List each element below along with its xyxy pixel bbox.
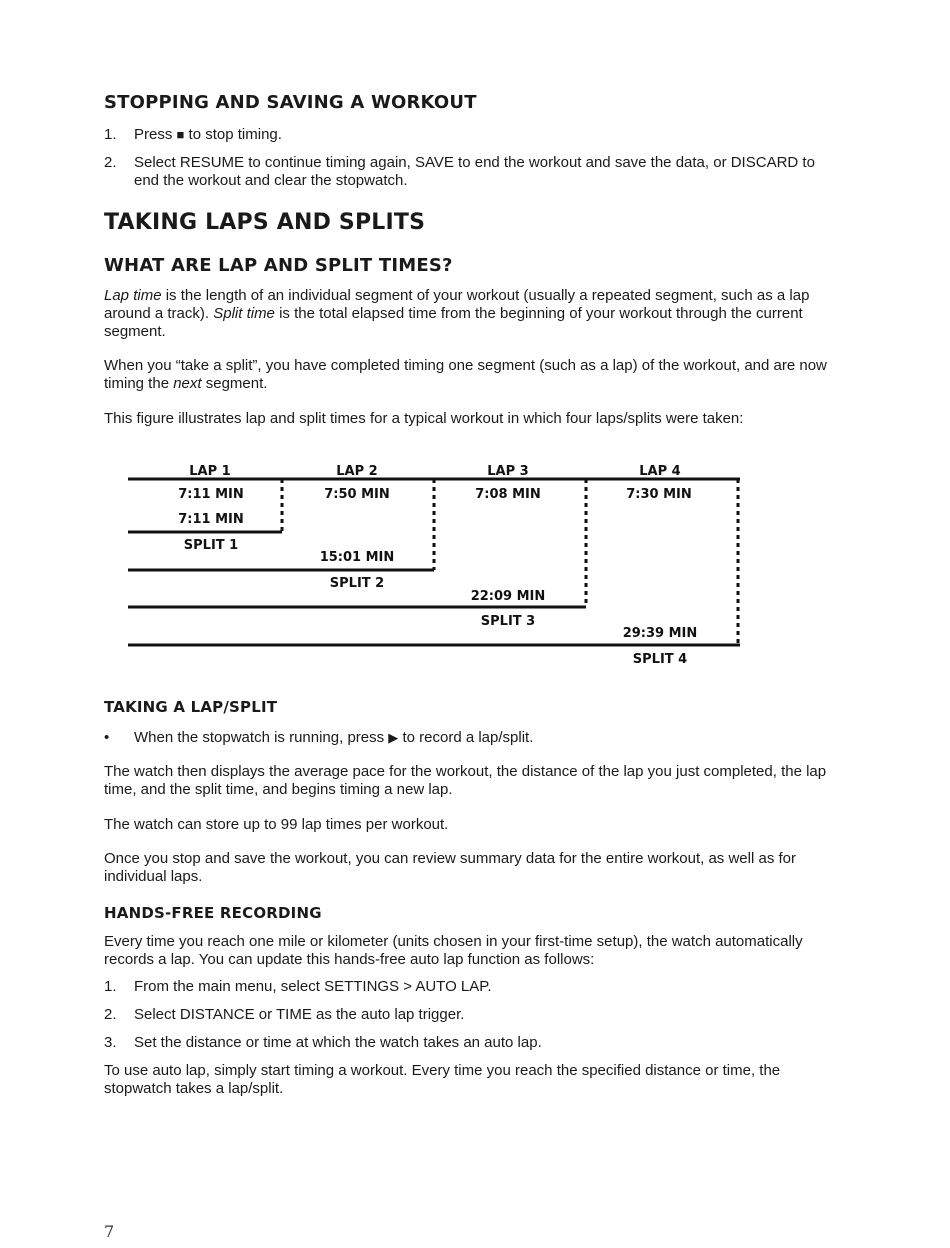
subheading-what-are-lap-split: WHAT ARE LAP AND SPLIT TIMES? <box>104 255 453 276</box>
lap-3-time: 7:08 MIN <box>475 487 541 502</box>
lap-1-label: LAP 1 <box>189 464 231 479</box>
page-number: 7 <box>104 1222 115 1241</box>
paragraph-take-split <box>104 357 844 393</box>
text-fragment: to record a lap/split. <box>398 729 534 746</box>
list-text: Select RESUME to continue timing again, SAVE to end the workout and save the data, or DISCARD to end the workout and clear the stopwatch. <box>134 154 815 189</box>
section-heading-hands-free: HANDS-FREE RECORDING <box>104 904 322 922</box>
split-3-label: SPLIT 3 <box>480 614 536 629</box>
section-heading-taking-lap-split: TAKING A LAP/SPLIT <box>104 698 278 716</box>
paragraph-auto-lap-intro: Every time you reach one mile or kilometer (units chosen in your first-time setup), the watch automatically records a lap. You can update this hands-free auto lap function as follows: <box>104 933 803 968</box>
text-fragment: Press <box>134 126 177 143</box>
lap-1-time: 7:11 MIN <box>178 487 244 502</box>
list-number: 1. <box>104 978 117 995</box>
list-text: Set the distance or time at which the watch takes an auto lap. <box>134 1034 542 1051</box>
text-fragment: Split time <box>213 305 275 322</box>
section-heading-stopping: STOPPING AND SAVING A WORKOUT <box>104 92 477 113</box>
paragraph-lap-split-definition <box>104 287 844 341</box>
lap-4-time: 7:30 MIN <box>626 487 692 502</box>
text-fragment: next <box>173 375 202 392</box>
split-1-label: SPLIT 1 <box>183 538 239 553</box>
text-fragment: is the total elapsed time from the beginning of your workout through the current segment. <box>104 305 803 340</box>
text-fragment: is the length of an individual segment of your workout (usually a repeated segment, such as a lap around a track). <box>104 287 810 322</box>
paragraph-store-laps: The watch can store up to 99 lap times per workout. <box>104 816 449 833</box>
paragraph-watch-displays: The watch then displays the average pace for the workout, the distance of the lap you just completed, the lap time, and the split time, and begins timing a new lap. <box>104 763 827 798</box>
lap-3-label: LAP 3 <box>487 464 529 479</box>
list-number: 2. <box>104 154 117 171</box>
split-2-label: SPLIT 2 <box>329 576 385 591</box>
lap-4-label: LAP 4 <box>639 464 681 479</box>
split-4-label: SPLIT 4 <box>632 652 688 667</box>
section-heading-taking-laps: TAKING LAPS AND SPLITS <box>104 210 426 235</box>
list-number: 2. <box>104 1006 117 1023</box>
list-text <box>134 126 834 144</box>
split-4-time: 29:39 MIN <box>622 626 698 641</box>
bullet-mark: • <box>104 729 110 746</box>
list-text: From the main menu, select SETTINGS > AUTO LAP. <box>134 978 492 995</box>
list-text: Select DISTANCE or TIME as the auto lap trigger. <box>134 1006 465 1023</box>
split-3-time: 22:09 MIN <box>470 589 546 604</box>
paragraph-review-summary: Once you stop and save the workout, you can review summary data for the entire workout, as well as for individual laps. <box>104 850 796 885</box>
paragraph-auto-lap-usage: To use auto lap, simply start timing a workout. Every time you reach the specified distance or time, the stopwatch takes a lap/split. <box>104 1062 781 1097</box>
text-fragment: When the stopwatch is running, press <box>134 729 389 746</box>
lap-2-label: LAP 2 <box>336 464 378 479</box>
lap-2-time: 7:50 MIN <box>324 487 390 502</box>
text-fragment: When you “take a split”, you have completed timing one segment (such as a lap) of the workout, and are now timing the <box>104 357 827 392</box>
play-triangle-icon: ▶ <box>388 730 399 745</box>
split-2-time: 15:01 MIN <box>319 550 395 565</box>
stop-square-icon: ■ <box>176 127 185 142</box>
list-number: 3. <box>104 1034 117 1051</box>
text-fragment: segment. <box>201 375 268 392</box>
text-fragment: to stop timing. <box>184 126 282 143</box>
text-fragment: Lap time <box>104 287 162 304</box>
split-1-time: 7:11 MIN <box>178 512 244 527</box>
paragraph-figure-intro: This figure illustrates lap and split times for a typical workout in which four laps/splits were taken: <box>104 410 744 427</box>
bullet-text <box>134 729 834 747</box>
list-number: 1. <box>104 126 117 143</box>
